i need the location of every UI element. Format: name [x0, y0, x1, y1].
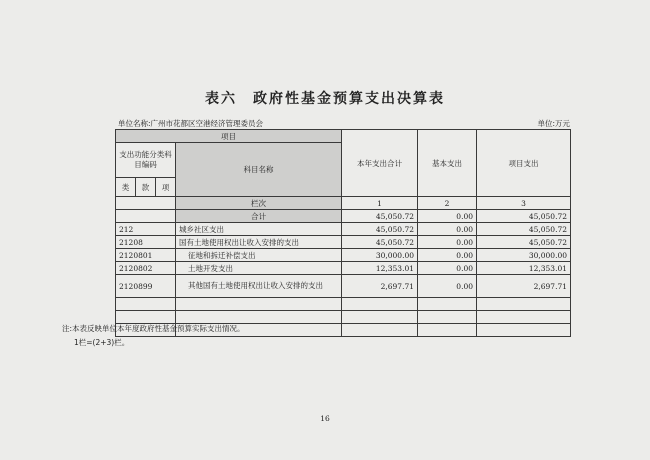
- row-basic: 0.00: [418, 236, 477, 249]
- totals-basic: 0.00: [418, 210, 477, 223]
- header-col-project: 项目支出: [477, 130, 571, 197]
- row-total: 2,697.71: [342, 275, 418, 298]
- lanci-col-3: 3: [477, 197, 571, 210]
- header-item: 项目: [116, 130, 342, 143]
- row-name: 城乡社区支出: [176, 223, 342, 236]
- empty-row: [116, 311, 571, 324]
- row-total: 45,050.72: [342, 236, 418, 249]
- row-code: 2120899: [116, 275, 176, 298]
- header-col-basic: 基本支出: [418, 130, 477, 197]
- budget-table: [115, 129, 571, 337]
- row-project: 30,000.00: [477, 249, 571, 262]
- row-project: 12,353.01: [477, 262, 571, 275]
- row-code: 2120801: [116, 249, 176, 262]
- lanci-col-1: 1: [342, 197, 418, 210]
- table-row: [116, 223, 571, 236]
- table-row: [116, 249, 571, 262]
- empty-row: [116, 298, 571, 311]
- row-basic: 0.00: [418, 275, 477, 298]
- row-project: 2,697.71: [477, 275, 571, 298]
- row-code: 21208: [116, 236, 176, 249]
- lanci-label: 栏次: [176, 197, 342, 210]
- table-row: [116, 262, 571, 275]
- row-project: 45,050.72: [477, 236, 571, 249]
- row-name: 其他国有土地使用权出让收入安排的支出: [176, 275, 342, 298]
- row-name: 征地和拆迁补偿支出: [176, 249, 342, 262]
- footnote-line-2: 1栏=(2+3)栏。: [74, 338, 130, 347]
- unit-name: 单位名称:广州市花都区空港经济管理委员会: [118, 119, 264, 128]
- row-total: 30,000.00: [342, 249, 418, 262]
- row-basic: 0.00: [418, 223, 477, 236]
- table-row: [116, 236, 571, 249]
- page-number: 16: [320, 414, 330, 423]
- row-total: 12,353.01: [342, 262, 418, 275]
- row-basic: 0.00: [418, 262, 477, 275]
- lanci-row: [116, 197, 571, 210]
- row-name: 国有土地使用权出让收入安排的支出: [176, 236, 342, 249]
- header-row-item: [116, 130, 571, 143]
- header-code-xiang: 项: [156, 178, 176, 197]
- row-total: 45,050.72: [342, 223, 418, 236]
- header-code-lei: 类: [116, 178, 136, 197]
- totals-total: 45,050.72: [342, 210, 418, 223]
- row-project: 45,050.72: [477, 223, 571, 236]
- header-code-group: 支出功能分类科目编码: [116, 143, 176, 178]
- totals-project: 45,050.72: [477, 210, 571, 223]
- header-col-total: 本年支出合计: [342, 130, 418, 197]
- unit-label: 单位:万元: [537, 119, 570, 128]
- table-row: [116, 275, 571, 298]
- lanci-col-2: 2: [418, 197, 477, 210]
- header-subject-name: 科目名称: [176, 143, 342, 197]
- row-basic: 0.00: [418, 249, 477, 262]
- row-name: 土地开发支出: [176, 262, 342, 275]
- row-code: 2120802: [116, 262, 176, 275]
- footnote-line-1: 注:本表反映单位本年度政府性基金预算实际支出情况。: [62, 324, 245, 333]
- page-title: 表六 政府性基金预算支出决算表: [205, 91, 445, 107]
- totals-label: 合计: [176, 210, 342, 223]
- row-code: 212: [116, 223, 176, 236]
- totals-row: [116, 210, 571, 223]
- header-code-kuan: 款: [136, 178, 156, 197]
